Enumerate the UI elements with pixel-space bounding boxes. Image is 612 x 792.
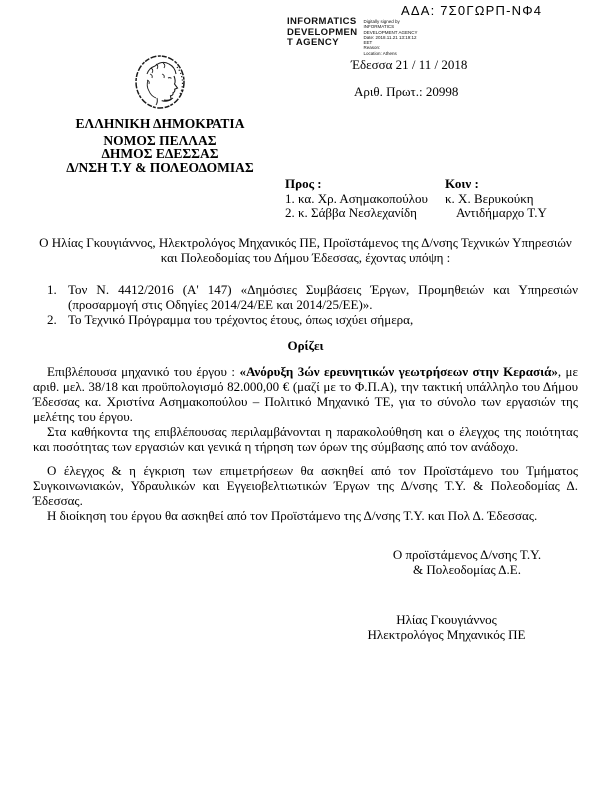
list-item xyxy=(33,282,578,312)
stamp-detail-line: Location: Athens xyxy=(363,50,397,56)
letterhead xyxy=(48,54,272,174)
stamp-detail-line: Date: 2018.11.21 13:19:12 xyxy=(363,34,417,40)
stamp-detail-line: DEVELOPMENT AGENCY xyxy=(363,29,418,35)
letterhead-republic: ΕΛΛΗΝΙΚΗ ΔΗΜΟΚΡΑΤΙΑ xyxy=(75,116,245,131)
assignment-text-post: , με αριθ. μελ. 38/18 και προϋπολογισμό 82.000,00 € (μαζί με το Φ.Π.Α), την τακτική υπάλληλο του Δήμου Έδεσσας κα. Χριστίνα Ασημακοπούλου – Πολιτικό Μηχανικό ΤΕ, για το σύνολο των εργασιών της μελέτης του έργου. xyxy=(33,364,578,424)
signature-title xyxy=(357,547,577,577)
to-item: 1. κα. Χρ. Ασημακοπούλου xyxy=(285,190,428,206)
list-item-text: Το Τεχνικό Πρόγραμμα του τρέχοντος έτους, όπως ισχύει σήμερα, xyxy=(68,312,414,327)
stamp-detail-line: Reason: xyxy=(363,45,381,51)
document-body xyxy=(33,235,578,523)
place-date: Έδεσσα 21 / 11 / 2018 xyxy=(351,57,468,72)
to-label: Προς : xyxy=(285,176,322,191)
paragraph-administration: Η διοίκηση του έργου θα ασκηθεί από τον Προϊστάμενο της Δ/νσης Τ.Υ. και Πολ Δ. Έδεσσας. xyxy=(47,508,538,523)
letterhead-municipality: ΔΗΜΟΣ ΕΔΕΣΣΑΣ xyxy=(101,146,219,161)
ada-code: ΑΔΑ: 7Σ0ΓΩΡΠ-ΝΦ4 xyxy=(401,3,543,18)
stamp-agency-name xyxy=(287,17,358,56)
stamp-agency-line: T AGENCY xyxy=(287,37,339,48)
stamp-agency-line: INFORMATICS xyxy=(287,16,357,27)
paragraph-duties: Στα καθήκοντα της επιβλέπουσας περιλαμβάνονται η παρακολούθηση και ο έλεγχος της ποιότητας και ποσότητας των εργασιών και γενικά η τήρηση των όρων της σύμβασης από τον ανάδοχο. xyxy=(33,424,578,454)
to-item: 2. κ. Σάββα Νεσλεχανίδη xyxy=(285,205,417,220)
signature-title-line: Ο προϊστάμενος Δ/νσης Τ.Υ. xyxy=(392,547,542,562)
list-item-text: Τον Ν. 4412/2016 (Α' 147) «Δημόσιες Συμβάσεις Έργων, Προμηθειών και Υπηρεσιών (προσαρμογή στις Οδηγίες 2014/24/ΕΕ και 2014/25/ΕΕ)». xyxy=(68,282,578,312)
decision-heading: Ορίζει xyxy=(287,338,324,353)
recipients-block xyxy=(285,177,595,221)
recipients-to xyxy=(285,177,445,221)
stamp-detail-line: INFORMATICS xyxy=(363,24,395,30)
municipal-seal-icon xyxy=(133,54,187,112)
assignment-text-pre: Επιβλέπουσα μηχανικό του έργου : xyxy=(47,364,240,379)
stamp-detail-line: EET xyxy=(363,40,373,46)
letterhead-prefecture: ΝΟΜΟΣ ΠΕΛΛΑΣ xyxy=(103,132,217,148)
project-title: «Ανόρυξη 3ών ερευνητικών γεωτρήσεων στην Κερασιά» xyxy=(239,364,558,379)
protocol-number: Αριθ. Πρωτ.: 20998 xyxy=(354,84,459,99)
list-item xyxy=(33,312,578,327)
letterhead-department: Δ/ΝΣΗ Τ.Υ & ΠΟΛΕΟΔΟΜΙΑΣ xyxy=(66,159,254,175)
recipients-cc xyxy=(445,177,595,221)
cc-label: Κοιν : xyxy=(445,176,479,191)
signature-name-block xyxy=(334,612,559,642)
list-item-number: 1. xyxy=(47,282,57,297)
digital-signature-stamp xyxy=(287,17,417,56)
paragraph-assignment xyxy=(33,364,578,424)
stamp-agency-line: DEVELOPMEN xyxy=(287,26,358,38)
stamp-signature-details xyxy=(364,17,418,56)
signatory-name: Ηλίας Γκουγιάννος xyxy=(396,612,497,627)
cc-item: Αντιδήμαρχο Τ.Υ xyxy=(456,205,547,220)
cc-item: κ. Χ. Βερυκούκη xyxy=(445,190,534,206)
intro-paragraph: Ο Ηλίας Γκουγιάννος, Ηλεκτρολόγος Μηχανικός ΠΕ, Προϊστάμενος της Δ/νσης Τεχνικών Υπηρεσιών και Πολεοδομίας του Δήμου Έδεσσας, έχοντας υπόψη : xyxy=(39,235,572,265)
paragraph-approval: Ο έλεγχος & η έγκριση των επιμετρήσεων θα ασκηθεί από τον Προϊστάμενο του Τμήματος Συγκοινωνιακών, Υδραυλικών και Εγγειοβελτιωτικών Έργων της Δ/νσης Τ.Υ. & Πολεοδομίας Δ. Έδεσσας. xyxy=(33,463,578,508)
list-item-number: 2. xyxy=(47,312,57,327)
stamp-detail-line: Digitally signed by xyxy=(363,19,400,24)
legal-basis-list xyxy=(33,282,578,327)
signatory-role: Ηλεκτρολόγος Μηχανικός ΠΕ xyxy=(367,627,526,642)
signature-title-line: & Πολεοδομίας Δ.Ε. xyxy=(413,562,521,577)
